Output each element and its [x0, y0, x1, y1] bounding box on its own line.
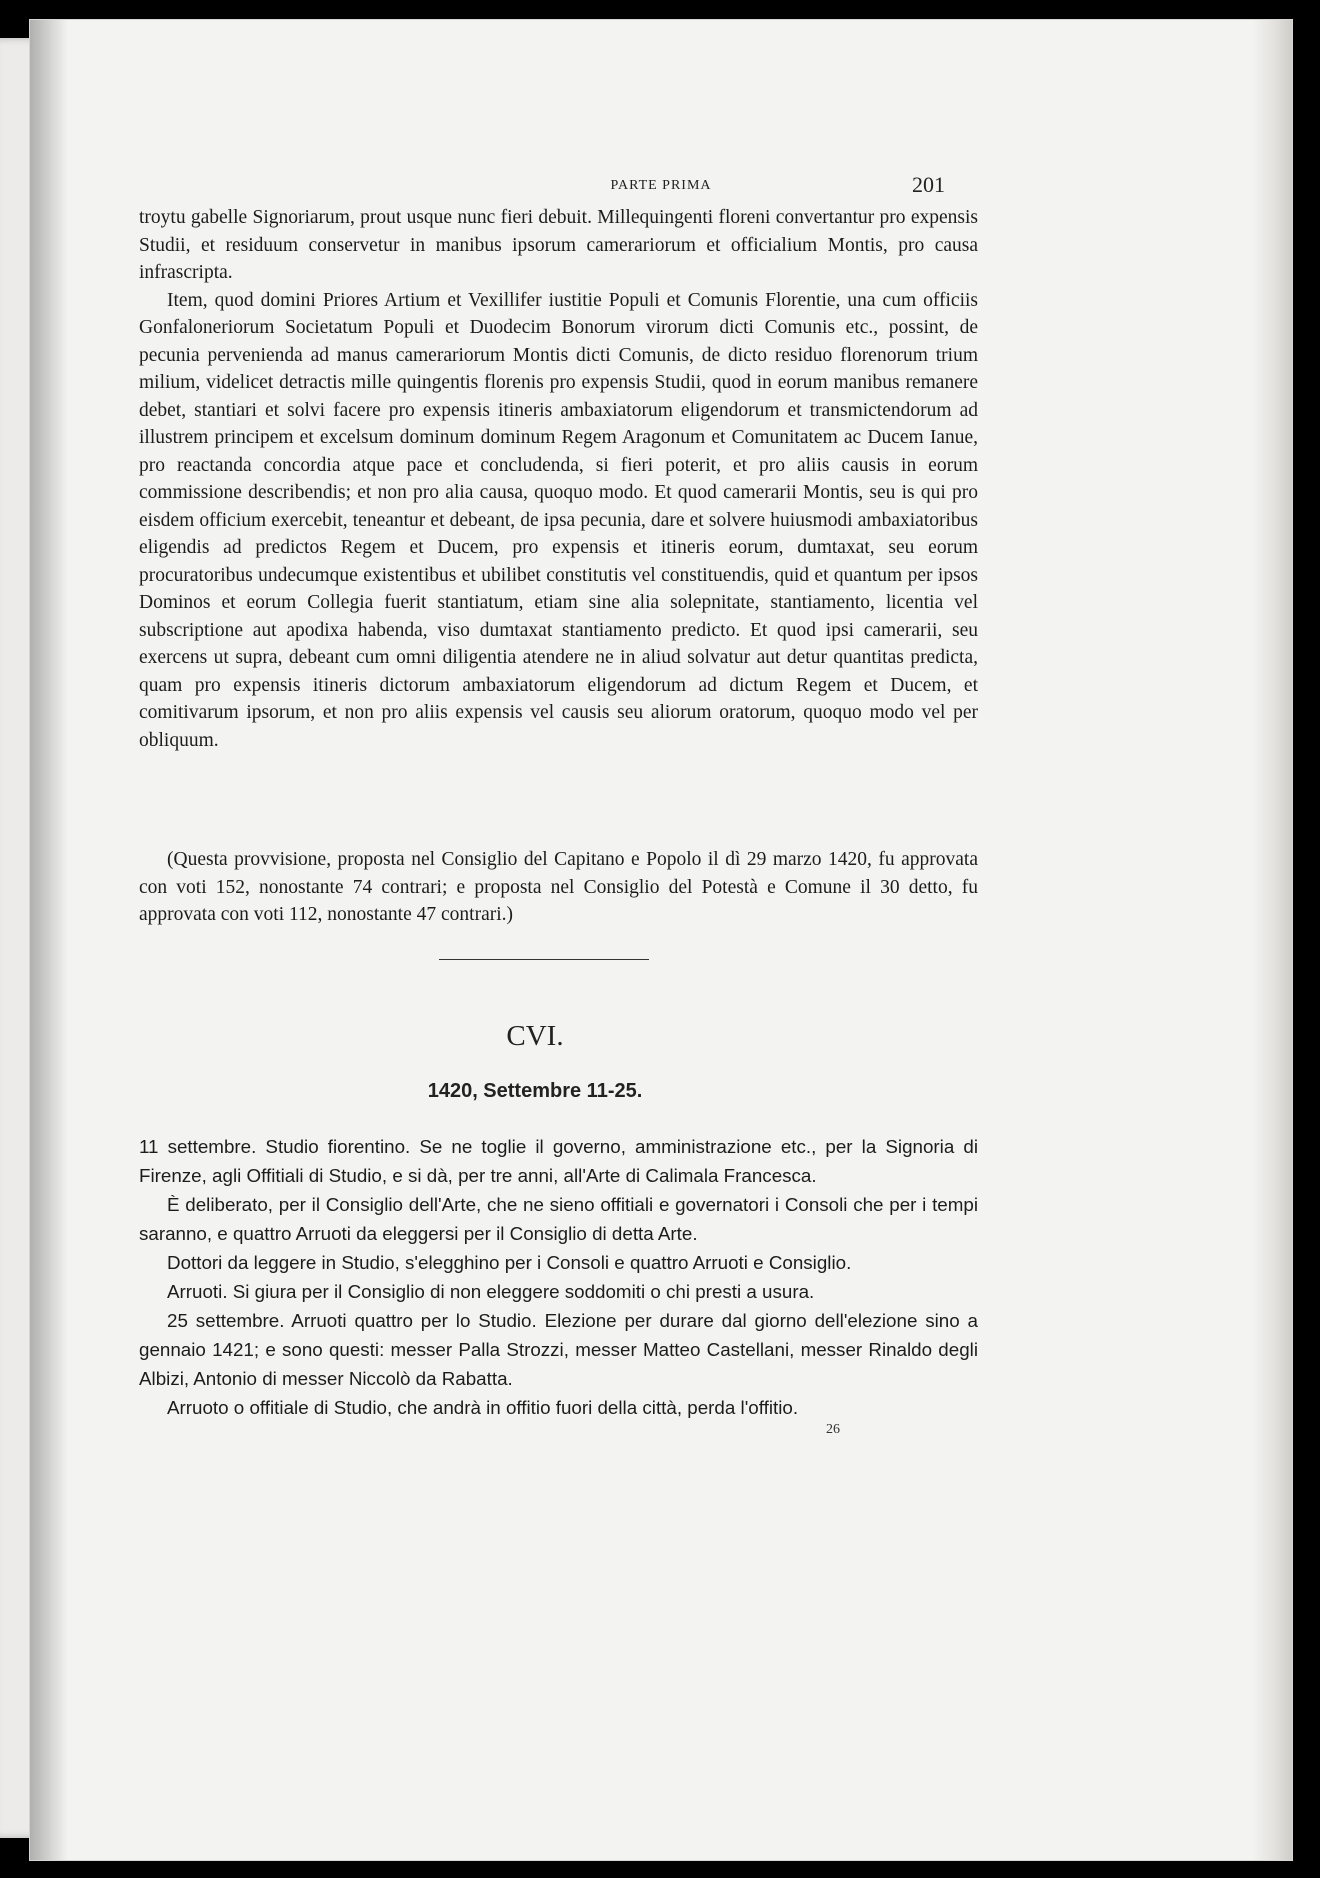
- latin-paragraph: troytu gabelle Signoriarum, prout usque nunc fieri debuit. Millequingenti floreni convertantur pro expensis Studii, et residuum conservetur in manibus ipsorum camerariorum et officialium Montis, pro causa infrascripta.: [139, 207, 978, 283]
- page-content: [30, 20, 1292, 1860]
- signature-mark: 26: [826, 1422, 840, 1437]
- document-summary: [139, 1132, 978, 1422]
- section-divider: [439, 959, 649, 960]
- latin-paragraph: Item, quod domini Priores Artium et Vexillifer iustitie Populi et Comunis Florentie, una cum officiis Gonfaloneriorum Societatum Populi et Duodecim Bonorum virorum dicti Comunis etc., possint, de pecunia pervenienda ad manus camerariorum Montis dicti Comunis, de dicto residuo florenorum trium milium, videlicet detractis mille quingentis florenis pro expensis Studii, quod in eorum manibus remanere debet, stantiari et solvi facere pro expensis itineris ambaxiatorum eligendorum et transmictendorum ad illustrem principem et excelsum dominum dominum Regem Aragonum et Comunitatem ac Ducem Ianue, pro reactanda concordia atque pace et concludenda, si fieri poterit, et pro aliis causis in eorum commissione describendis; et non pro alia causa, quoquo modo. Et quod camerarii Montis, seu is qui pro eisdem officium exercebit, teneantur et debeant, de ipsa pecunia, dare et solvere huiusmodi ambaxiatoribus eligendis ad predictos Regem et Ducem, pro expensis et itineris eorum, dumtaxat, seu eorum procuratoribus undecumque existentibus et ubilibet constitutis vel constituendis, quid et quantum per ipsos Dominos et eorum Collegia fuerit stantiatum, etiam sine alia solepnitate, stantiamento, licentia vel subscriptione aut apodixa habenda, viso dumtaxat stantiamento predicto. Et quod ipsi camerarii, seu exercens ut supra, debeant cum omni diligentia atendere ne in aliud solvatur aut detur quantitas predicta, quam pro expensis itineris dictorum ambaxiatorum eligendorum ad dictum Regem et Ducem, et comitivarum ipsorum, et non pro aliis expensis vel causis seu aliorum oratorum, quoquo modo vel per obliquum.: [139, 289, 978, 751]
- approval-note-text: (Questa provvisione, proposta nel Consiglio del Capitano e Popolo il dì 29 marzo 1420, fu approvata con voti 152, nonostante 74 contrari; e proposta nel Consiglio del Potestà e Comune il 30 detto, fu approvata con voti 112, nonostante 47 contrari.): [139, 849, 978, 925]
- latin-provision-text: [139, 204, 978, 754]
- document-date: 1420, Settembre 11-25.: [427, 1080, 643, 1102]
- summary-line: 25 settembre. Arruoti quattro per lo Studio. Elezione per durare dal giorno dell'elezione sino a gennaio 1421; e sono questi: messer Palla Strozzi, messer Matteo Castellani, messer Rinaldo degli Albizi, Antonio di messer Niccolò da Rabatta.: [139, 1310, 978, 1389]
- summary-line: Arruoti. Si giura per il Consiglio di non eleggere soddomiti o chi presti a usura.: [167, 1281, 815, 1302]
- running-title: PARTE PRIMA: [610, 178, 712, 193]
- document-number: CVI.: [506, 1020, 564, 1052]
- approval-note: [139, 846, 978, 929]
- summary-line: 11 settembre. Studio fiorentino. Se ne toglie il governo, amministrazione etc., per la Signoria di Firenze, agli Offitiali di Studio, e si dà, per tre anni, all'Arte di Calimala Francesca.: [139, 1136, 978, 1186]
- page-number: 201: [912, 172, 945, 197]
- summary-line: Arruoto o offitiale di Studio, che andrà in offitio fuori della città, perda l'offitio.: [167, 1397, 799, 1418]
- summary-line: È deliberato, per il Consiglio dell'Arte, che ne sieno offitiali e governatori i Consoli che per i tempi saranno, e quattro Arruoti da eleggersi per il Consiglio di detta Arte.: [139, 1194, 978, 1244]
- summary-line: Dottori da leggere in Studio, s'elegghino per i Consoli e quattro Arruoti e Consiglio.: [167, 1252, 852, 1273]
